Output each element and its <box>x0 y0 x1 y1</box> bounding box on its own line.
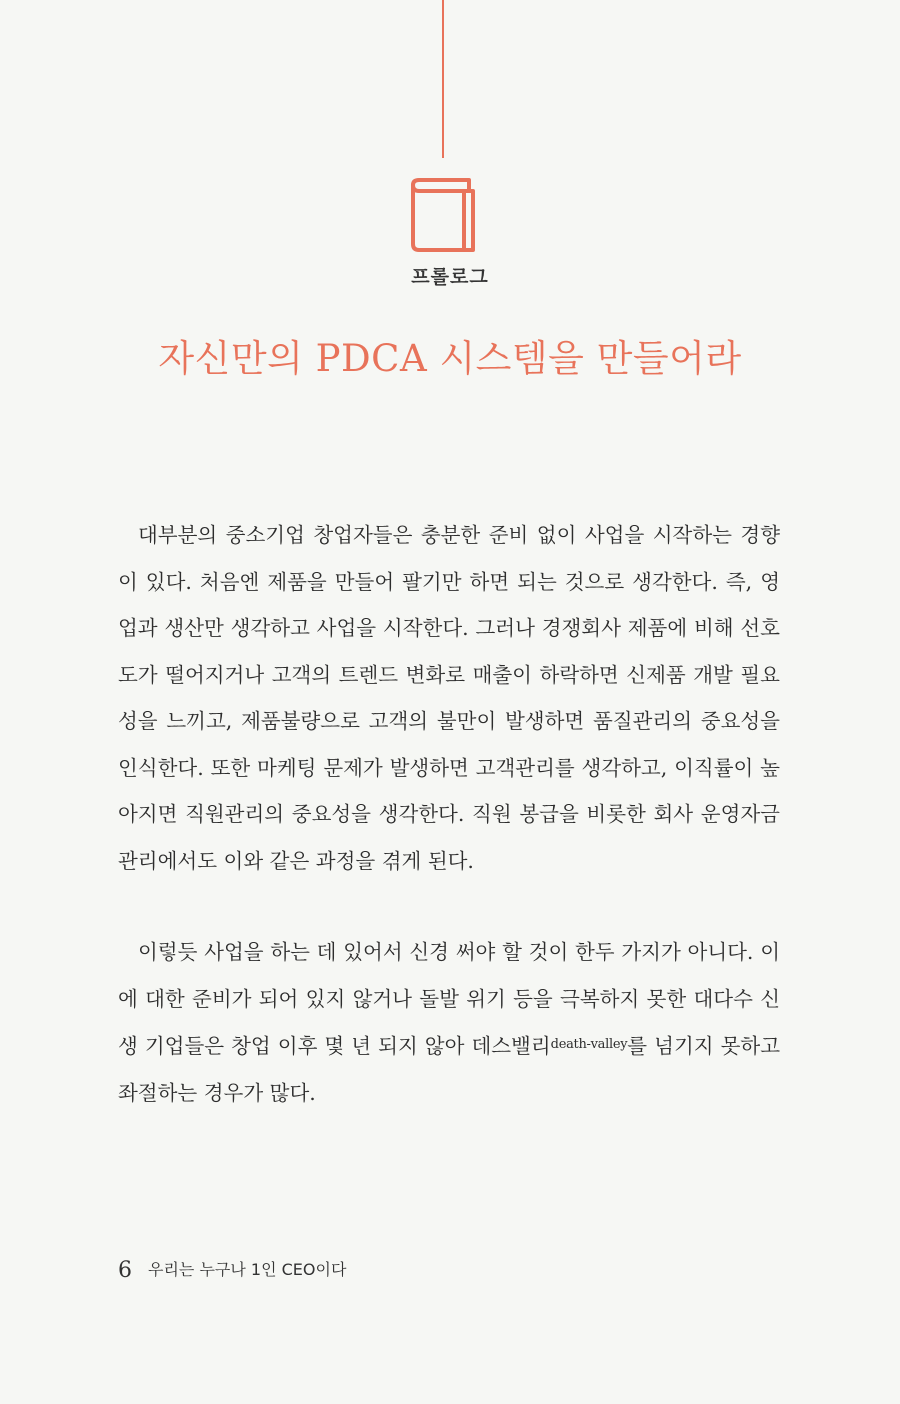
page-footer <box>118 1257 346 1283</box>
running-title: 우리는 누구나 1인 CEO이다 <box>148 1260 347 1279</box>
body-text <box>118 512 780 1116</box>
paragraph-1: 대부분의 중소기업 창업자들은 충분한 준비 없이 사업을 시작하는 경향이 있다. 처음엔 제품을 만들어 팔기만 하면 되는 것으로 생각한다. 즉, 영업과 생산만 생각하고 사업을 시작한다. 그러나 경쟁회사 제품에 비해 선호도가 떨어지거나 고객의 트렌드 변화로 매출이 하락하면 신제품 개발 필요성을 느끼고, 제품불량으로 고객의 불만이 발생하면 품질관리의 중요성을 인식한다. 또한 마케팅 문제가 발생하면 고객관리를 생각하고, 이직률이 높아지면 직원관리의 중요성을 생각한다. 직원 봉급을 비롯한 회사 운영자금 관리에서도 이와 같은 과정을 겪게 된다. <box>118 523 780 873</box>
paragraph-2-text-end: 를 넘기지 못하고 좌절하는 경우가 많다. <box>118 1034 781 1105</box>
paragraph-2 <box>118 929 780 1116</box>
book-icon <box>407 177 477 253</box>
chapter-title: 자신만의 PDCA 시스템을 만들어라 <box>158 337 742 380</box>
top-rule-line <box>442 0 444 158</box>
gloss-annotation: death-valley <box>550 1037 628 1052</box>
paragraph-2-text-start: 이렇듯 사업을 하는 데 있어서 신경 써야 할 것이 한두 가지가 아니다. 이에 대한 준비가 되어 있지 않거나 돌발 위기 등을 극복하지 못한 대다수 신생 기업들은 창업 이후 몇 년 되지 않아 데스밸리 <box>118 940 780 1058</box>
page-number: 6 <box>118 1258 132 1283</box>
section-label: 프롤로그 <box>411 266 489 288</box>
